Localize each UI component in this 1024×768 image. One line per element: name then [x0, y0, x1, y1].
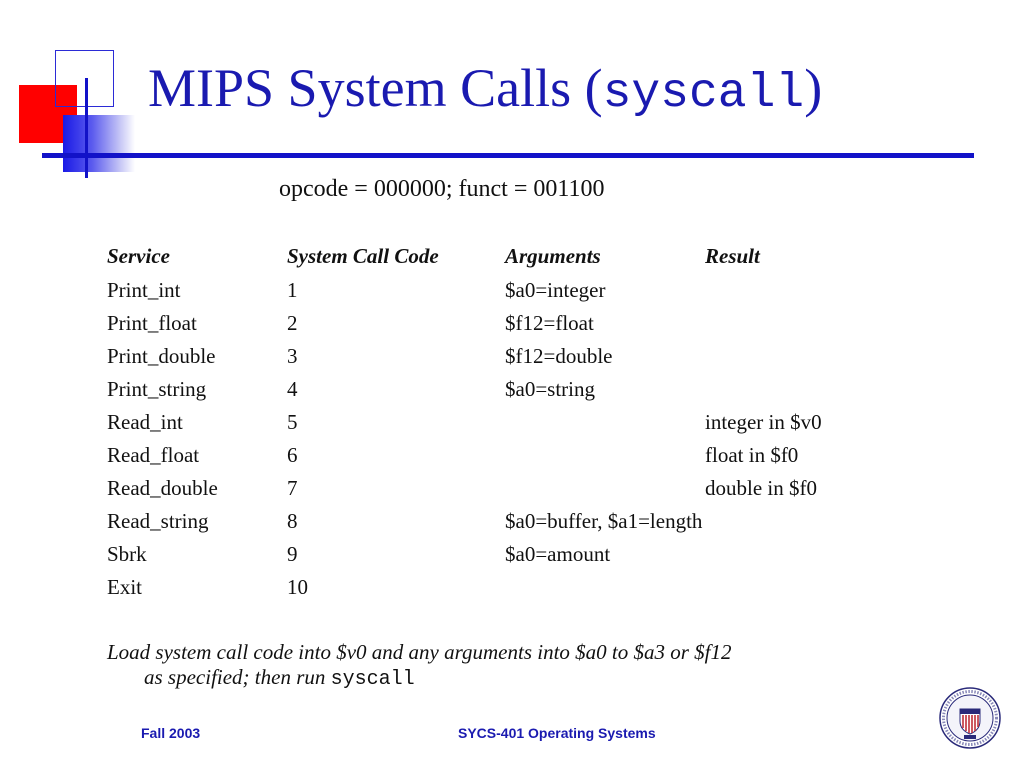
cell-arguments: [505, 472, 705, 505]
footer-course: SYCS-401 Operating Systems: [458, 725, 656, 741]
table-row: [103, 373, 905, 406]
table-body: [103, 274, 905, 604]
note-line-1: Load system call code into $v0 and any arguments into $a0 to $a3 or $f12: [107, 640, 732, 664]
cell-code: 8: [287, 509, 298, 533]
syscall-table: [103, 238, 905, 604]
cell-code: 7: [287, 476, 298, 500]
footer-date: Fall 2003: [141, 725, 201, 741]
cell-code: 10: [287, 575, 308, 599]
cell-service: Sbrk: [107, 542, 147, 566]
vertical-accent-line: [85, 78, 88, 178]
table-row: [103, 340, 905, 373]
header-result: Result: [705, 243, 760, 268]
header-service: Service: [107, 243, 170, 268]
cell-result: double in $f0: [705, 476, 817, 500]
cell-arguments: [505, 439, 705, 472]
opcode-line: opcode = 000000; funct = 001100: [279, 176, 605, 202]
cell-arguments: $f12=double: [505, 344, 613, 368]
blue-gradient-decoration: [63, 115, 135, 172]
university-seal-icon: [939, 687, 1001, 749]
cell-result: [705, 340, 905, 373]
cell-result: [705, 505, 905, 538]
cell-result: [705, 307, 905, 340]
cell-service: Read_float: [107, 443, 200, 467]
cell-code: 2: [287, 311, 298, 335]
cell-code: 3: [287, 344, 298, 368]
cell-arguments: $a0=amount: [505, 542, 611, 566]
cell-result: [705, 373, 905, 406]
cell-arguments: [505, 406, 705, 439]
cell-service: Print_string: [107, 377, 207, 401]
table-header-row: [103, 238, 905, 274]
cell-service: Exit: [107, 575, 142, 599]
note-line-2: [107, 665, 927, 692]
cell-arguments: $a0=integer: [505, 278, 606, 302]
cell-service: Print_double: [107, 344, 216, 368]
cell-result: integer in $v0: [705, 410, 822, 434]
cell-code: 4: [287, 377, 298, 401]
cell-arguments: $a0=string: [505, 377, 595, 401]
table-row: [103, 274, 905, 307]
cell-service: Read_double: [107, 476, 218, 500]
title-text: MIPS System Calls (: [148, 58, 603, 118]
cell-code: 6: [287, 443, 298, 467]
note-code: syscall: [330, 668, 415, 691]
cell-code: 5: [287, 410, 298, 434]
cell-code: 9: [287, 542, 298, 566]
cell-result: float in $f0: [705, 443, 799, 467]
cell-service: Read_string: [107, 509, 209, 533]
cell-arguments: [505, 571, 705, 604]
title-close: ): [804, 58, 823, 118]
table-row: [103, 538, 905, 571]
cell-result: [705, 274, 905, 307]
slide-title: [148, 57, 822, 121]
cell-service: Print_float: [107, 311, 197, 335]
table-row: [103, 472, 905, 505]
usage-note: [107, 640, 927, 692]
cell-arguments: $a0=buffer, $a1=length: [505, 509, 703, 533]
note-line-2-text: as specified; then run: [144, 665, 331, 689]
table-row: [103, 505, 905, 538]
header-arguments: Arguments: [505, 243, 601, 268]
table-row: [103, 571, 905, 604]
cell-service: Read_int: [107, 410, 183, 434]
table-row: [103, 406, 905, 439]
cell-result: [705, 538, 905, 571]
cell-result: [705, 571, 905, 604]
header-code: System Call Code: [287, 243, 439, 268]
table-row: [103, 439, 905, 472]
cell-service: Print_int: [107, 278, 181, 302]
cell-code: 1: [287, 278, 298, 302]
title-underline-rule: [42, 153, 974, 158]
table-row: [103, 307, 905, 340]
cell-arguments: $f12=float: [505, 311, 594, 335]
title-code: syscall: [602, 67, 805, 121]
